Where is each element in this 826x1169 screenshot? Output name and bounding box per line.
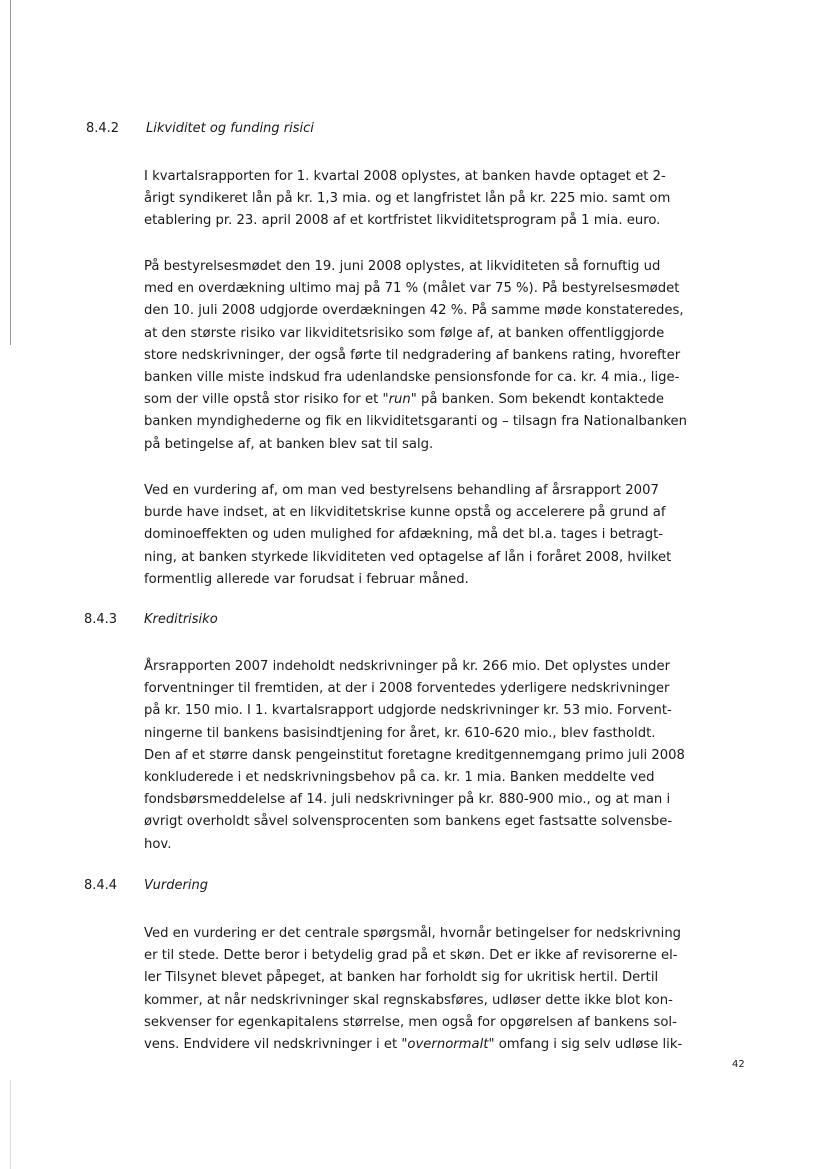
italic-term: run: [388, 392, 411, 408]
text-line: årigt syndikeret lån på kr. 1,3 mia. og et langfristet lån på kr. 225 mio. samt om: [144, 191, 671, 207]
text-fragment: " på banken. Som bekendt kontaktede: [410, 392, 665, 408]
text-line: Ved en vurdering er det centrale spørgsmål, hvornår betingelser for nedskrivning: [144, 926, 682, 941]
text-line: ningerne til bankens basisindtjening for året, kr. 610-620 mio., blev fastholdt.: [144, 725, 656, 741]
paragraph-board-meeting: [144, 256, 754, 456]
paragraph-credit-risk: [144, 656, 754, 856]
text-line: at den største risiko var likviditetsrisiko som følge af, at banken offentliggjorde: [144, 325, 665, 341]
text-line: etablering pr. 23. april 2008 af et kortfristet likviditetsprogram på 1 mia. euro.: [144, 213, 661, 229]
text-line: [144, 1034, 754, 1056]
text-line: Den af et større dansk pengeinstitut foretagne kreditgennemgang primo juli 2008: [144, 747, 685, 763]
paragraph-assessment: [144, 923, 754, 1056]
text-line: [144, 389, 754, 411]
section-title: Vurdering: [144, 878, 208, 893]
text-line: banken myndighederne og fik en likviditetsgaranti og – tilsagn fra Nationalbanken: [144, 414, 687, 430]
text-line: den 10. juli 2008 udgjorde overdækningen 42 %. På samme møde konstateredes,: [144, 303, 684, 319]
section-number: 8.4.2: [86, 121, 120, 136]
section-number: 8.4.4: [84, 878, 118, 893]
scan-edge-line: [10, 0, 11, 345]
text-line: på kr. 150 mio. I 1. kvartalsrapport udgjorde nedskrivninger kr. 53 mio. Forvent-: [144, 703, 672, 719]
text-line: dominoeffekten og uden mulighed for afdækning, må det bl.a. tages i betragt-: [144, 527, 664, 543]
italic-term: overnormalt: [407, 1037, 489, 1053]
text-line: Ved en vurdering af, om man ved bestyrelsens behandling af årsrapport 2007: [144, 483, 659, 498]
text-line: ler Tilsynet blevet påpeget, at banken har forholdt sig for ukritisk hertil. Dertil: [144, 970, 659, 986]
text-line: banken ville miste indskud fra udenlandske pensionsfonde for ca. kr. 4 mia., lige-: [144, 370, 680, 386]
text-line: I kvartalsrapporten for 1. kvartal 2008 oplystes, at banken havde optaget et 2-: [144, 169, 666, 184]
text-line: På bestyrelsesmødet den 19. juni 2008 oplystes, at likviditeten så fornuftig ud: [144, 259, 661, 274]
paragraph-assessment-liquidity: [144, 480, 754, 591]
text-line: hov.: [144, 836, 172, 852]
text-line: store nedskrivninger, der også førte til nedgradering af bankens rating, hvorefter: [144, 347, 681, 363]
text-line: fondsbørsmeddelelse af 14. juli nedskrivninger på kr. 880-900 mio., og at man i: [144, 792, 671, 808]
text-line: på betingelse af, at banken blev sat til salg.: [144, 436, 434, 452]
text-line: Årsrapporten 2007 indeholdt nedskrivninger på kr. 266 mio. Det oplystes under: [144, 659, 671, 674]
text-line: med en overdækning ultimo maj på 71 % (målet var 75 %). På bestyrelsesmødet: [144, 281, 680, 297]
text-fragment: " omfang i sig selv udløse lik-: [488, 1037, 683, 1053]
text-line: konkluderede i et nedskrivningsbehov på ca. kr. 1 mia. Banken meddelte ved: [144, 770, 655, 786]
text-line: forventninger til fremtiden, at der i 2008 forventedes yderligere nedskrivninger: [144, 681, 670, 697]
text-line: øvrigt overholdt såvel solvensprocenten som bankens eget fastsatte solvensbe-: [144, 814, 673, 830]
section-number: 8.4.3: [84, 612, 118, 627]
text-line: er til stede. Dette beror i betydelig grad på et skøn. Det er ikke af revisorerne el-: [144, 948, 678, 964]
scan-edge-line-lower: [10, 1080, 11, 1169]
text-line: formentlig allerede var forudsat i februar måned.: [144, 571, 469, 587]
text-line: ning, at banken styrkede likviditeten ved optagelse af lån i foråret 2008, hvilket: [144, 549, 672, 565]
paragraph-liquidity-q1: [144, 166, 754, 233]
text-fragment: vens. Endvidere vil nedskrivninger i et ": [144, 1037, 408, 1053]
text-line: sekvenser for egenkapitalens størrelse, men også for opgørelsen af bankens sol-: [144, 1014, 677, 1030]
text-fragment: som der ville opstå stor risiko for et ": [144, 392, 389, 408]
text-line: kommer, at når nedskrivninger skal regnskabsføres, udløser dette ikke blot kon-: [144, 992, 673, 1008]
page-number: 42: [732, 1059, 745, 1070]
section-title: Likviditet og funding risici: [146, 121, 314, 136]
text-line: burde have indset, at en likviditetskrise kunne opstå og accelerere på grund af: [144, 505, 666, 521]
section-title: Kreditrisiko: [144, 612, 218, 627]
